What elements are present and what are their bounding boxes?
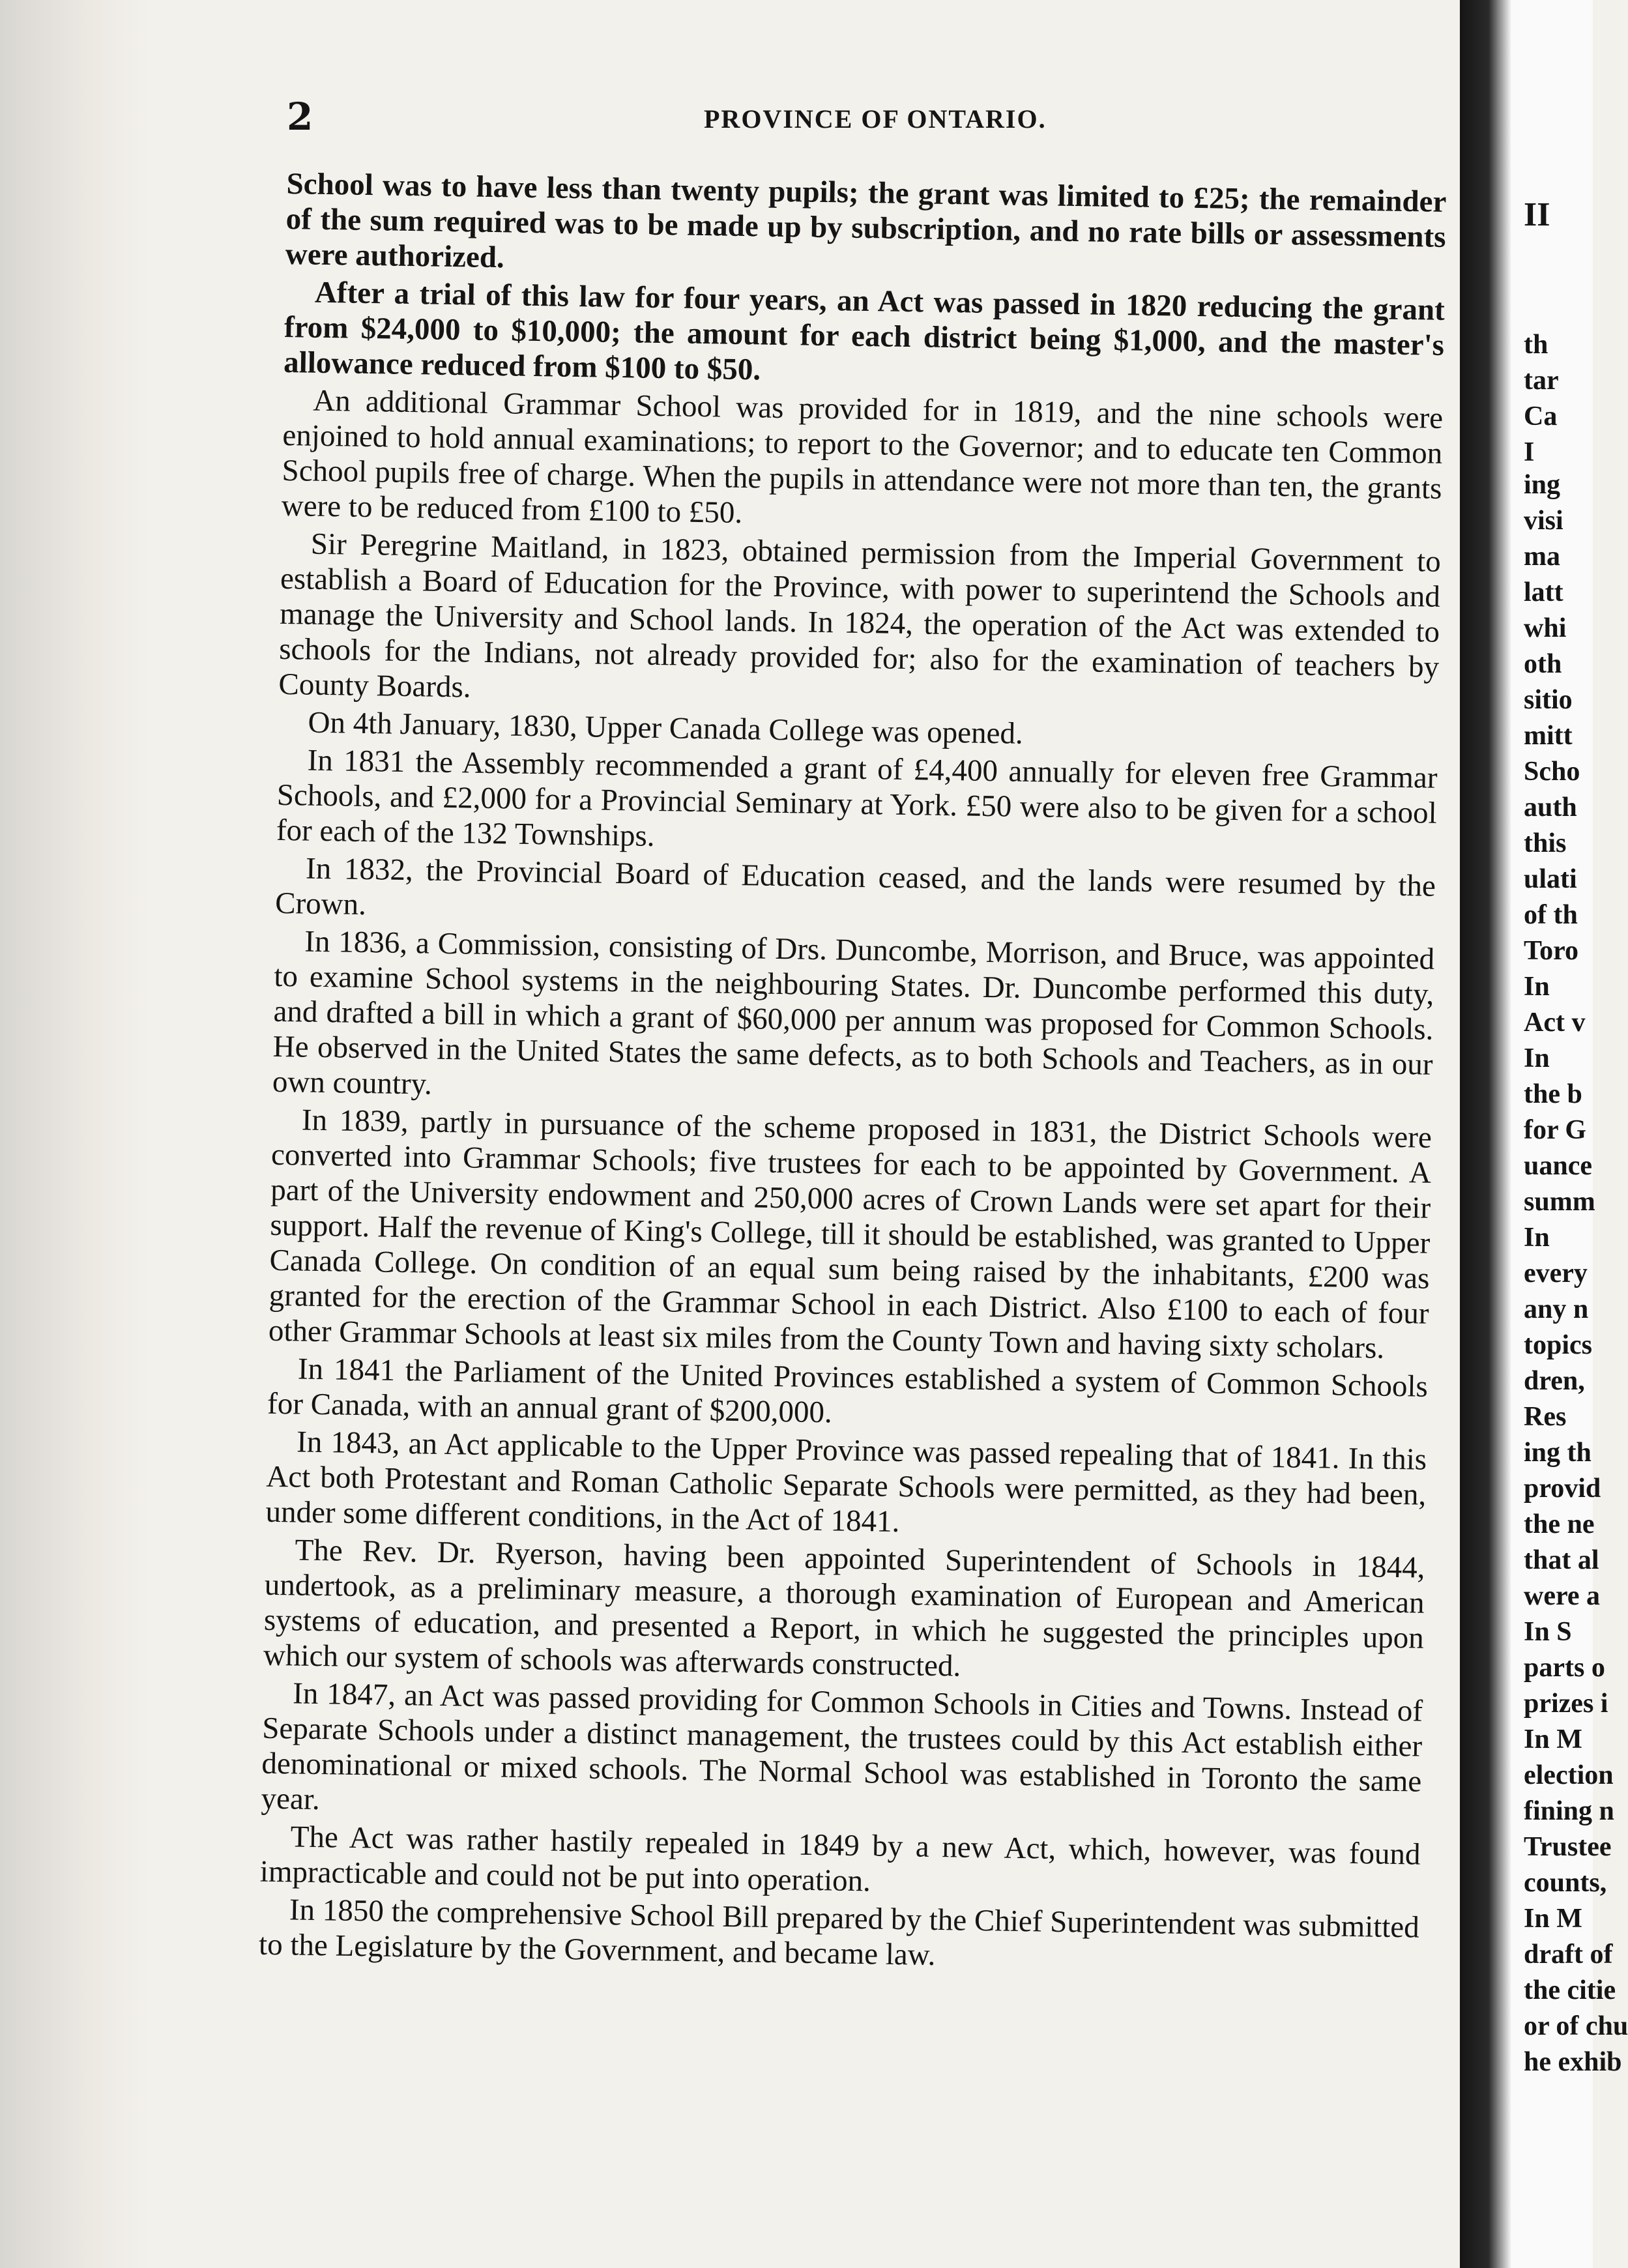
facing-page-line: prizes i (1524, 1689, 1608, 1719)
facing-page-line: ing (1524, 470, 1561, 500)
facing-page-line: In M (1524, 1724, 1582, 1754)
page-header (287, 94, 1440, 139)
paragraph: In 1832, the Provincial Board of Education ceased, and the lands were resumed by the Crown. (274, 851, 1436, 922)
paragraph: In 1841 the Parliament of the United Provinces established a system of Common Schools for Canada, with an annual grant of $200,000. (267, 1352, 1429, 1430)
facing-page-line: the citie (1524, 1975, 1616, 2005)
facing-page-line: auth (1524, 792, 1577, 822)
facing-page-line: were a (1524, 1581, 1600, 1611)
facing-page-line: that al (1524, 1545, 1599, 1575)
facing-page-line: ulati (1524, 864, 1577, 894)
facing-page-line: Trustee (1524, 1832, 1612, 1862)
paragraph: On 4th January, 1830, Upper Canada College was opened. (308, 705, 1024, 751)
facing-page-line: Scho (1524, 757, 1580, 787)
facing-page-line: In (1524, 1223, 1550, 1253)
facing-page-line: topics (1524, 1330, 1592, 1360)
paragraph: School was to have less than twenty pupils; the grant was limited to £25; the remainder of the sum required was to be made up by subscription, and no rate bills or assessments were authorized. (285, 166, 1447, 275)
left-gutter-shadow (0, 0, 150, 2268)
facing-page-line: Res (1524, 1402, 1567, 1432)
facing-page-line: Ca (1524, 401, 1558, 431)
running-title: PROVINCE OF ONTARIO. (704, 104, 1047, 134)
facing-page-line: whi (1524, 613, 1567, 643)
facing-page-line: II (1524, 196, 1550, 233)
facing-page-line: latt (1524, 577, 1563, 607)
facing-page-line: In M (1524, 1904, 1582, 1934)
paragraph: After a trial of this law for four years, an Act was passed in 1820 reducing the grant from $24,000 to $10,000; the amount for each district being $1,000, and the master's allowance reduced from $100 to $50. (283, 275, 1446, 387)
page-fold-shadow (1460, 0, 1512, 2268)
facing-page-line: parts o (1524, 1653, 1605, 1683)
facing-page-line: Toro (1524, 936, 1579, 966)
facing-page-line: I (1524, 437, 1535, 467)
facing-page-line: Act v (1524, 1008, 1586, 1038)
facing-page-line: oth (1524, 649, 1562, 679)
facing-page-line: In (1524, 972, 1550, 1002)
facing-page-line: sitio (1524, 685, 1573, 715)
facing-page-line: the b (1524, 1079, 1582, 1109)
paragraph: The Rev. Dr. Ryerson, having been appointed Superintendent of Schools in 1844, undertook, as a preliminary measure, a thorough examination of European and American systems of education, and presented a Report, in which he suggested the principles upon which our system of schools was afterwards constructed. (263, 1533, 1425, 1683)
facing-page-line: ing th (1524, 1438, 1592, 1468)
facing-page-line: the ne (1524, 1509, 1595, 1539)
facing-page-line: dren, (1524, 1366, 1585, 1396)
paragraph: An additional Grammar School was provided for in 1819, and the nine schools were enjoined to hold annual examinations; to report to the Governor; and to educate ten Common School pupils free of charge. When the pupils in attendance were not more than ten, the grants were to be reduced from £100 to £50. (281, 383, 1444, 531)
facing-page-line: this (1524, 828, 1567, 858)
facing-page-line: In (1524, 1043, 1550, 1073)
facing-page (1512, 0, 1628, 2268)
facing-page-line: mitt (1524, 721, 1573, 751)
page-number: 2 (287, 94, 313, 139)
facing-page-line: or of chu (1524, 2011, 1628, 2041)
paragraph: In 1847, an Act was passed providing for Common Schools in Cities and Towns. Instead of Separate Schools under a distinct management, the trustees could by this Act establish either denominational or mixed schools. The Normal School was established in Toronto the same year. (261, 1676, 1423, 1817)
facing-page-line: summ (1524, 1187, 1595, 1217)
facing-page-line: uance (1524, 1151, 1592, 1181)
paragraph: In 1836, a Commission, consisting of Drs. Duncombe, Morrison, and Bruce, was appointed to examine School systems in the neighbouring States. Dr. Duncombe performed this duty, and drafted a bill in which a grant of $60,000 per annum was proposed for Common Schools. He observed in the United States the same defects, as to both Schools and Teachers, as in our own country. (272, 924, 1435, 1101)
facing-page-line: election (1524, 1760, 1614, 1790)
facing-page-line: th (1524, 330, 1548, 360)
facing-page-line: tar (1524, 366, 1559, 396)
body-text (259, 166, 1447, 1983)
facing-page-line: he exhib (1524, 2047, 1622, 2077)
paragraph: In 1839, partly in pursuance of the scheme proposed in 1831, the District Schools were converted into Grammar Schools; five trustees for each to be appointed by Government. A part of the University endowment and 250,000 acres of Crown Lands were set apart for their support. Half the revenue of King's College, till it should be established, was granted to Upper Canada College. On condition of an equal sum being raised by the inhabitants, £200 was granted for the erection of the Grammar School in each District. Also £100 to each of four other Grammar Schools at least six miles from the County Town and having sixty scholars. (268, 1103, 1432, 1365)
facing-page-line: In S (1524, 1617, 1572, 1647)
paragraph: The Act was rather hastily repealed in 1849 by a new Act, which, however, was found impracticable and could not be put into operation. (259, 1820, 1421, 1898)
facing-page-line: fining n (1524, 1796, 1614, 1826)
facing-page-line: draft of (1524, 1940, 1613, 1970)
paragraph: In 1843, an Act applicable to the Upper Province was passed repealing that of 1841. In this Act both Protestant and Roman Catholic Separate Schools were permitted, as they had been, under some different conditions, in the Act of 1841. (265, 1425, 1427, 1539)
facing-page-line: any n (1524, 1294, 1589, 1324)
paragraph: In 1831 the Assembly recommended a grant of £4,400 annually for eleven free Grammar Schools, and £2,000 for a Provincial Seminary at York. £50 were also to be given for a school for each of the 132 Townships. (276, 743, 1438, 853)
facing-page-line: ma (1524, 542, 1560, 572)
facing-page-line: every (1524, 1258, 1588, 1288)
facing-page-line: visi (1524, 506, 1563, 536)
facing-page-line: for G (1524, 1115, 1587, 1145)
facing-page-line: counts, (1524, 1868, 1607, 1898)
paragraph: Sir Peregrine Maitland, in 1823, obtained permission from the Imperial Government to establish a Board of Education for the Province, with power to superintend the Schools and manage the University and School lands. In 1824, the operation of the Act was extended to schools for the Indians, not already provided for; also for the examination of teachers by County Boards. (278, 527, 1442, 705)
facing-page-line: provid (1524, 1474, 1601, 1504)
paragraph: In 1850 the comprehensive School Bill prepared by the Chief Superintendent was submitted to the Legislature by the Government, and became law. (258, 1893, 1420, 1972)
facing-page-line: of th (1524, 900, 1578, 930)
